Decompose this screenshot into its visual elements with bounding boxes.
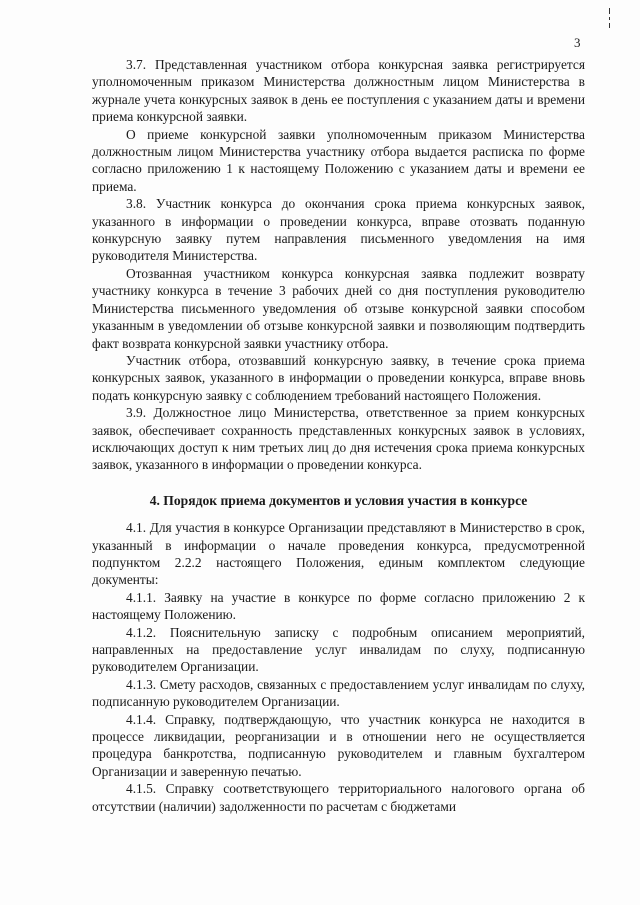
paragraph: О приеме конкурсной заявки уполномоченным приказом Министерства должностным лицом Министерства участнику отбора выдается расписка по форме согласно приложению 1 к настоящему Положению с указанием даты и времени ее приема. <box>92 126 585 194</box>
paragraph: 4.1.3. Смету расходов, связанных с предоставлением услуг инвалидам по слуху, подписанную руководителем Организации. <box>92 676 585 710</box>
page-number: 3 <box>574 35 581 50</box>
paragraph: 3.9. Должностное лицо Министерства, ответственное за прием конкурсных заявок, обеспечивает сохранность представленных конкурсных заявок в условиях, исключающих доступ к ним третьих лиц до дня истечения срока приема конкурсных заявок, указанного в информации о проведении конкурса. <box>92 405 585 473</box>
paragraph: 3.8. Участник конкурса до окончания срока приема конкурсных заявок, указанного в информации о проведении конкурса, вправе отозвать поданную конкурсную заявку путем направления письменного уведомления на имя руководителя Министерства. <box>92 196 585 264</box>
paragraph: 4.1.5. Справку соответствующего территориального налогового органа об отсутствии (наличии) задолженности по расчетам с бюджетами <box>92 781 585 814</box>
paragraph: 4.1.4. Справку, подтверждающую, что участник конкурса не находится в процессе ликвидации, реорганизации и в отношении него не осуществляется процедура банкротства, подписанную руководителем и главным бухгалтером Организации и заверенную печатью. <box>92 711 585 779</box>
document-body <box>92 56 585 815</box>
paragraph: 4.1.1. Заявку на участие в конкурсе по форме согласно приложению 2 к настоящему Положению. <box>92 589 585 623</box>
section-heading: 4. Порядок приема документов и условия участия в конкурсе <box>149 492 528 508</box>
paragraph: 4.1. Для участия в конкурсе Организации представляют в Министерство в срок, указанный в информации о начале проведения конкурса, предусмотренной подпунктом 2.2.2 настоящего Положения, единым комплектом следующие документы: <box>92 520 585 588</box>
paragraph: 3.7. Представленная участником отбора конкурсная заявка регистрируется уполномоченным приказом Министерства должностным лицом Министерства в журнале учета конкурсных заявок в день ее поступления с указанием даты и времени приема конкурсной заявки. <box>92 57 585 125</box>
paragraph: Отозванная участником конкурса конкурсная заявка подлежит возврату участнику конкурса в течение 3 рабочих дней со дня поступления руководителю Министерства письменного уведомления об отзыве конкурсной заявки способом указанным в уведомлении об отзыве конкурсной заявки и позволяющим подтвердить факт возврата конкурсной заявки участнику отбора. <box>92 265 585 351</box>
paragraph: Участник отбора, отозвавший конкурсную заявку, в течение срока приема конкурсных заявок, указанного в информации о проведении конкурса, вправе вновь подать конкурсную заявку с соблюдением требований настоящего Положения. <box>92 352 585 403</box>
paragraph: 4.1.2. Пояснительную записку с подробным описанием мероприятий, направленных на предоставление услуг инвалидам по слуху, подписанную руководителем Организации. <box>92 624 585 675</box>
scan-artifact-marks <box>608 8 612 30</box>
